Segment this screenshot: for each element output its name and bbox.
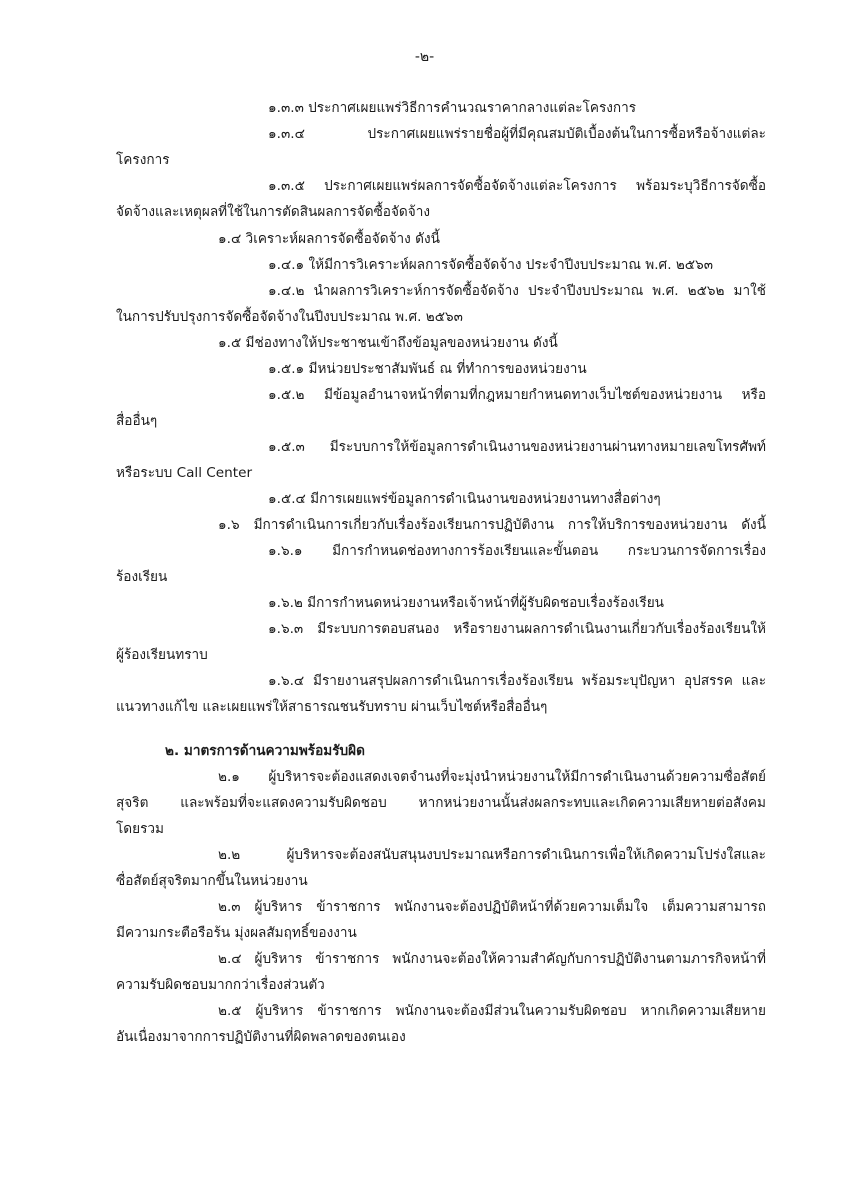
item-1-3-5-cont: จัดจ้างและเหตุผลที่ใช้ในการตัดสินผลการจัดซื้อจัดจ้าง [116,204,430,220]
item-2-2-cont: ซื่อสัตย์สุจริตมากขึ้นในหน่วยงาน [116,873,308,889]
item-1-5-2-cont: สื่ออื่นๆ [116,413,158,429]
item-2-3-cont: มีความกระตือรือร้น มุ่งผลสัมฤทธิ์ของงาน [116,925,357,941]
page-number: -๒- [414,49,435,65]
item-1-5-2: ๑.๕.๒ มีข้อมูลอำนาจหน้าที่ตามที่กฎหมายกำหนดทางเว็บไซต์ของหน่วยงาน หรือ [268,387,766,403]
item-2-3: ๒.๓ ผู้บริหาร ข้าราชการ พนักงานจะต้องปฏิบัติหน้าที่ด้วยความเต็มใจ เต็มความสามารถ [218,899,766,915]
item-1-5-1: ๑.๕.๑ มีหน่วยประชาสัมพันธ์ ณ ที่ทำการของหน่วยงาน [268,361,587,377]
item-1-6-1: ๑.๖.๑ มีการกำหนดช่องทางการร้องเรียนและขั้นตอน กระบวนการจัดการเรื่อง [268,543,766,559]
item-2-5-cont: อันเนื่องมาจากการปฏิบัติงานที่ผิดพลาดของตนเอง [116,1029,406,1045]
item-1-4-1: ๑.๔.๑ ให้มีการวิเคราะห์ผลการจัดซื้อจัดจ้าง ประจำปีงบประมาณ พ.ศ. ๒๕๖๓ [268,257,714,273]
item-1-6: ๑.๖ มีการดำเนินการเกี่ยวกับเรื่องร้องเรียนการปฏิบัติงาน การให้บริการของหน่วยงาน ดังนี้ [218,517,766,533]
item-2-5: ๒.๕ ผู้บริหาร ข้าราชการ พนักงานจะต้องมีส่วนในความรับผิดชอบ หากเกิดความเสียหาย [218,1003,766,1019]
item-1-3-5: ๑.๓.๕ ประกาศเผยแพร่ผลการจัดซื้อจัดจ้างแต่ละโครงการ พร้อมระบุวิธีการจัดซื้อ [268,178,766,194]
item-1-4-2-cont: ในการปรับปรุงการจัดซื้อจัดจ้างในปีงบประมาณ พ.ศ. ๒๕๖๓ [116,309,463,325]
item-1-6-4-cont: แนวทางแก้ไข และเผยแพร่ให้สาธารณชนรับทราบ ผ่านเว็บไซต์หรือสื่ออื่นๆ [116,699,548,715]
item-1-5-4: ๑.๕.๔ มีการเผยแพร่ข้อมูลการดำเนินงานของหน่วยงานทางสื่อต่างๆ [268,491,661,507]
item-1-6-1-cont: ร้องเรียน [116,569,168,585]
item-1-5-3: ๑.๕.๓ มีระบบการให้ข้อมูลการดำเนินงานของหน่วยงานผ่านทางหมายเลขโทรศัพท์ [268,439,766,455]
item-1-3-4: ๑.๓.๔ ประกาศเผยแพร่รายชื่อผู้ที่มีคุณสมบัติเบื้องต้นในการซื้อหรือจ้างแต่ละ [268,126,766,142]
item-1-6-2: ๑.๖.๒ มีการกำหนดหน่วยงานหรือเจ้าหน้าที่ผู้รับผิดชอบเรื่องร้องเรียน [268,595,664,611]
item-1-6-4: ๑.๖.๔ มีรายงานสรุปผลการดำเนินการเรื่องร้องเรียน พร้อมระบุปัญหา อุปสรรค และ [268,673,766,689]
item-1-6-3-cont: ผู้ร้องเรียนทราบ [116,647,208,663]
item-1-4-2: ๑.๔.๒ นำผลการวิเคราะห์การจัดซื้อจัดจ้าง ประจำปีงบประมาณ พ.ศ. ๒๕๖๒ มาใช้ [268,283,766,299]
item-1-3-4-cont: โครงการ [116,152,170,168]
section-heading-2: ๒. มาตรการด้านความพร้อมรับผิด [165,743,365,759]
item-1-3-3: ๑.๓.๓ ประกาศเผยแพร่วิธีการคำนวณราคากลางแต่ละโครงการ [268,100,637,116]
item-2-1: ๒.๑ ผู้บริหารจะต้องแสดงเจตจำนงที่จะมุ่งนำหน่วยงานให้มีการดำเนินงานด้วยความซื่อสัตย์ [218,769,766,785]
item-1-5: ๑.๕ มีช่องทางให้ประชาชนเข้าถึงข้อมูลของหน่วยงาน ดังนี้ [218,335,558,351]
item-2-1-cont: สุจริต และพร้อมที่จะแสดงความรับผิดชอบ หากหน่วยงานนั้นส่งผลกระทบและเกิดความเสียหายต่อสังคม [116,795,766,811]
item-1-5-3-cont: หรือระบบ Call Center [116,465,253,481]
item-1-6-3: ๑.๖.๓ มีระบบการตอบสนอง หรือรายงานผลการดำเนินงานเกี่ยวกับเรื่องร้องเรียนให้ [268,621,766,637]
item-2-4-cont: ความรับผิดชอบมากกว่าเรื่องส่วนตัว [116,977,325,993]
item-2-2: ๒.๒ ผู้บริหารจะต้องสนับสนุนงบประมาณหรือการดำเนินการเพื่อให้เกิดความโปร่งใสและ [218,847,766,863]
item-2-1-cont2: โดยรวม [116,821,164,837]
item-2-4: ๒.๔ ผู้บริหาร ข้าราชการ พนักงานจะต้องให้ความสำคัญกับการปฏิบัติงานตามภารกิจหน้าที่ [218,951,766,967]
item-1-4: ๑.๔ วิเคราะห์ผลการจัดซื้อจัดจ้าง ดังนี้ [218,231,440,247]
